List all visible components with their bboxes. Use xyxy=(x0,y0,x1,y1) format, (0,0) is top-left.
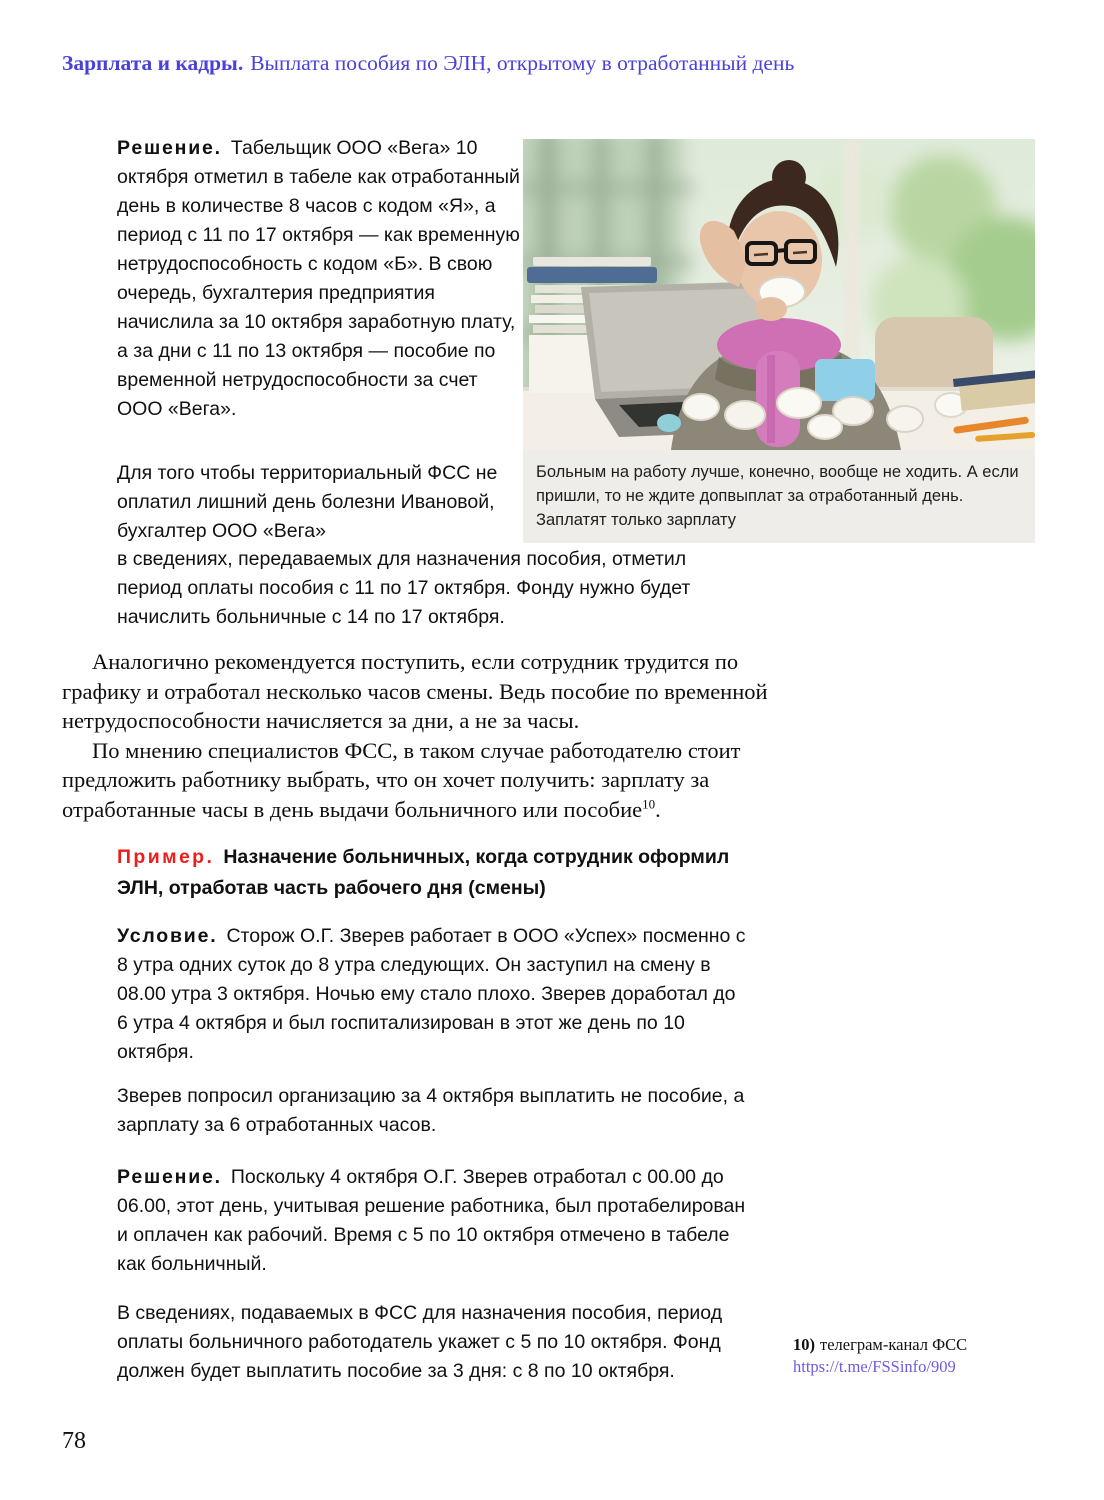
commentary-paragraph-1-text: Аналогично рекомендуется поступить, если сотрудник трудится по графику и отработал несколько часов смены. Ведь пособие по временной нетрудоспособности начисляется за дни, а не за часы. xyxy=(62,649,768,733)
example-heading xyxy=(117,842,749,904)
condition-label: Условие. xyxy=(117,925,218,947)
photo-caption xyxy=(523,450,1035,543)
photo-caption-text: Больным на работу лучше, конечно, вообще не ходить. А если пришли, то не ждите допвыплат за отработанный день. Заплатят только зарплату xyxy=(536,463,1019,529)
footnote-text: телеграм-канал ФСС xyxy=(820,1335,968,1354)
page-number: 78 xyxy=(62,1428,86,1454)
example-final xyxy=(117,1299,749,1386)
solution1-continuation-wide xyxy=(117,545,749,632)
running-head-section: Зарплата и кадры. xyxy=(62,51,244,75)
footnote-marker: 10) xyxy=(793,1335,815,1354)
commentary-paragraph-2 xyxy=(62,736,778,825)
running-head xyxy=(62,50,1042,76)
example-solution xyxy=(117,1163,749,1279)
sick-employee-photo xyxy=(523,139,1035,450)
example-request-text: Зверев попросил организацию за 4 октября выплатить не пособие, а зарплату за 6 отработанных часов. xyxy=(117,1085,745,1136)
running-head-title: Выплата пособия по ЭЛН, открытому в отработанный день xyxy=(250,51,795,75)
sick-employee-photo-illustration xyxy=(523,139,1035,450)
commentary xyxy=(62,647,778,824)
footnote-reference: 10 xyxy=(642,796,656,811)
condition-text: Сторож О.Г. Зверев работает в ООО «Успех» посменно с 8 утра одних суток до 8 утра следующих. Он заступил на смену в 08.00 утра 3 октября. Ночью ему стало плохо. Зверев доработал до 6 утра 4 октября и был госпитализирован в этот же день по 10 октября. xyxy=(117,925,746,1063)
commentary-paragraph-2-text: По мнению специалистов ФСС, в таком случае работодателю стоит предложить работнику выбрать, что он хочет получить: зарплату за отработанные часы в день выдачи больничного или пособие xyxy=(62,737,741,822)
solution1-continuation-narrow xyxy=(117,459,524,546)
solution1-text: Табельщик ООО «Вега» 10 октября отметил в табеле как отработанный день в количестве 8 часов с кодом «Я», а период с 11 по 17 октября — как временную нетрудоспособность с кодом «Б». В свою очередь, бухгалтерия предприятия начислила за 10 октября заработную плату, а за дни с 11 по 13 октября — пособие по временной нетрудоспособности за счет ООО «Вега». xyxy=(117,137,520,420)
example-solution-label: Решение. xyxy=(117,1166,222,1188)
example-condition xyxy=(117,922,749,1067)
solution1-paragraph xyxy=(117,134,524,424)
example-final-text: В сведениях, подаваемых в ФСС для назначения пособия, период оплаты больничного работодатель укажет с 5 по 10 октября. Фонд должен будет выплатить пособие за 3 дня: с 8 по 10 октября. xyxy=(117,1302,723,1382)
footnote xyxy=(793,1334,1073,1378)
example-request xyxy=(117,1082,749,1140)
solution1-continuation-narrow-text: Для того чтобы территориальный ФСС не оплатил лишний день болезни Ивановой, бухгалтер ООО «Вега» xyxy=(117,462,498,542)
commentary-paragraph-2-period: . xyxy=(655,796,661,822)
example-solution-text: Поскольку 4 октября О.Г. Зверев отработал с 00.00 до 06.00, этот день, учитывая решение работника, был протабелирован и оплачен как рабочий. Время с 5 по 10 октября отмечено в табеле как больничный. xyxy=(117,1166,746,1275)
example-label: Пример. xyxy=(117,846,215,868)
solution1-label: Решение. xyxy=(117,137,222,159)
example-title: Назначение больничных, когда сотрудник оформил ЭЛН, отработав часть рабочего дня (смены) xyxy=(117,846,730,899)
solution1-continuation-wide-text: в сведениях, передаваемых для назначения пособия, отметил период оплаты пособия с 11 по 17 октября. Фонду нужно будет начислить больничные с 14 по 17 октября. xyxy=(117,548,691,628)
footnote-link[interactable]: https://t.me/FSSinfo/909 xyxy=(793,1357,956,1376)
commentary-paragraph-1 xyxy=(62,647,778,736)
